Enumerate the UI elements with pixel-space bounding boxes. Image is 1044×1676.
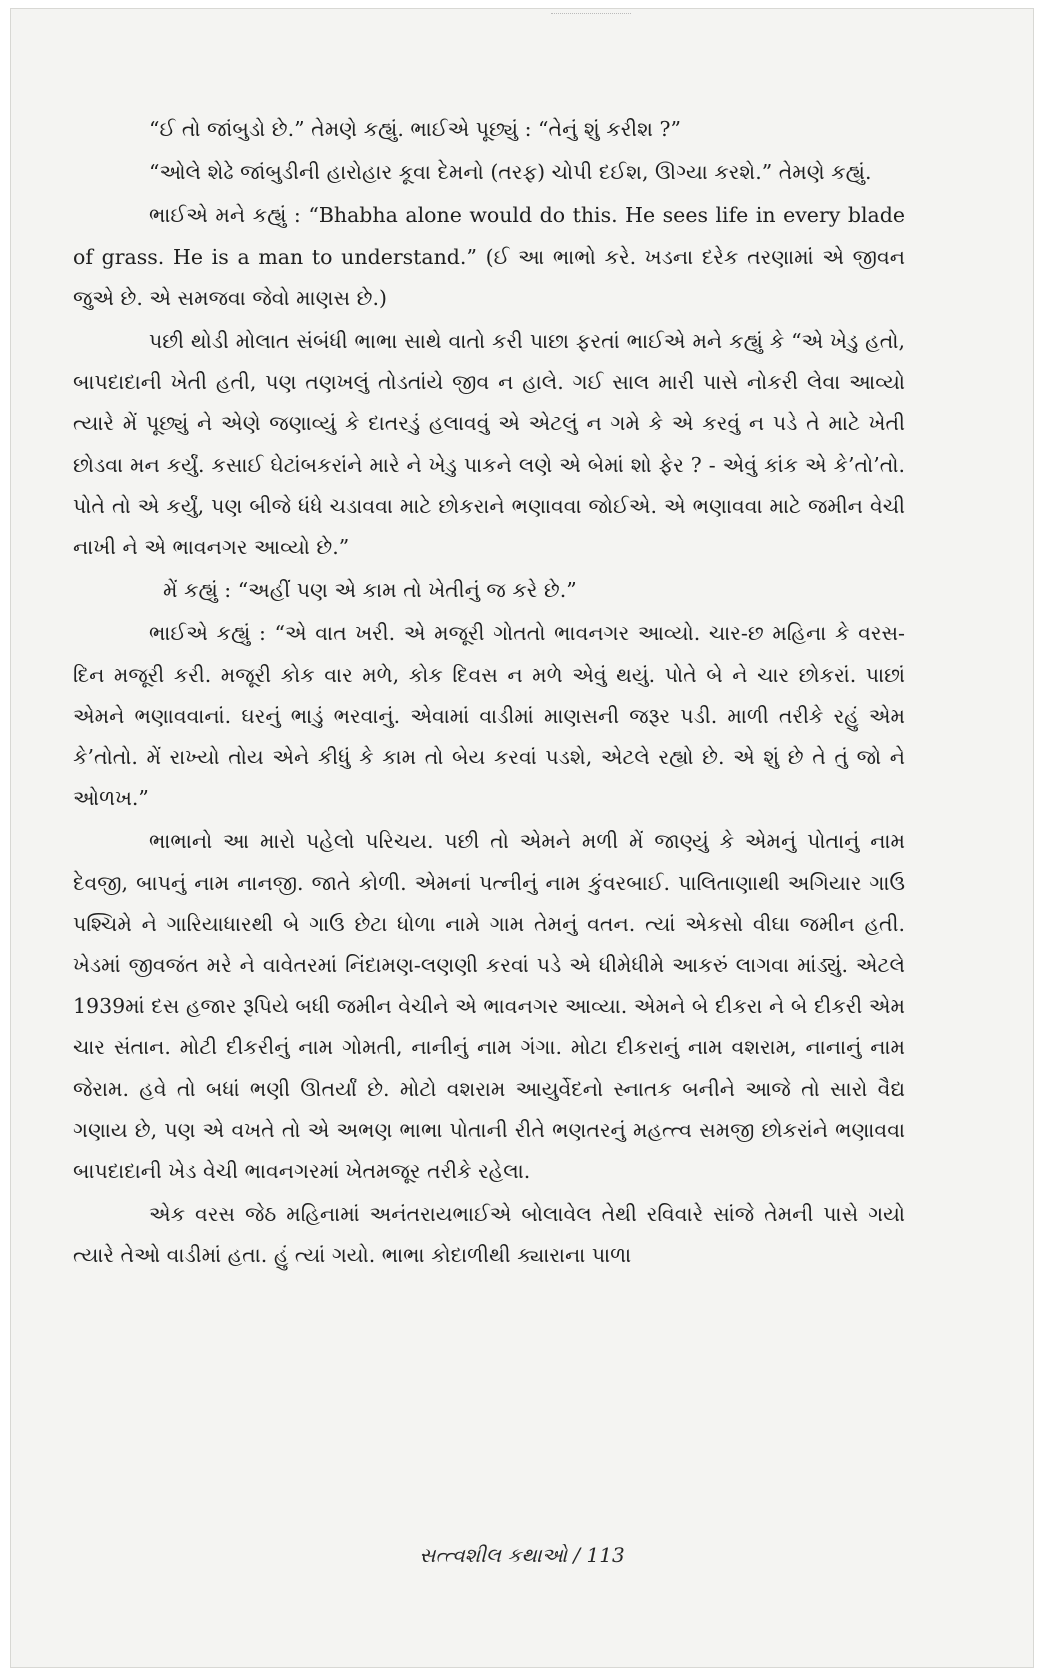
paragraph: “ઓલે શેઢે જાંબુડીની હારોહાર કૂવા દેમનો (તરફ) ચોપી દઈશ, ઊગ્યા કરશે.” તેમણે કહ્યું. [149, 160, 872, 185]
paragraph: ભાઈએ મને કહ્યું : “Bhabha alone would do this. He sees life in every blade of grass. He is a man to understand.” (ઈ આ ભાભો કરે. ખડના દરેક તરણામાં એ જીવન જુએ છે. એ સમજવા જેવો માણસ છે.) [73, 203, 905, 310]
body-text [73, 109, 905, 1279]
paragraph: એક વરસ જેઠ મહિનામાં અનંતરાયભાઈએ બોલાવેલ તેથી રવિવારે સાંજે તેમની પાસે ગયો ત્યારે તેઓ વાડીમાં હતા. હું ત્યાં ગયો. ભાભા કોદાળીથી ક્યારાના પાળા [73, 1202, 905, 1268]
paragraph: ભાઈએ કહ્યું : “એ વાત ખરી. એ મજૂરી ગોતતો ભાવનગર આવ્યો. ચાર-છ મહિના કે વરસ-દિન મજૂરી કરી. મજૂરી કોક વાર મળે, કોક દિવસ ન મળે એવું થયું. પોતે બે ને ચાર છોકરાં. પાછાં એમને ભણાવવાનાં. ઘરનું ભાડું ભરવાનું. એવામાં વાડીમાં માણસની જરૂર પડી. માળી તરીકે રહું એમ કે’તોતો. મેં રાખ્યો તોય એને કીધું કે કામ તો બેય કરવાં પડશે, એટલે રહ્યો છે. એ શું છે તે તું જો ને ઓળખ.” [73, 621, 905, 811]
page-top-mark [551, 13, 631, 20]
book-page [10, 8, 1034, 1668]
page-footer: સત્ત્વશીલ કથાઓ / 113 [419, 1543, 625, 1567]
paragraph: ભાભાનો આ મારો પહેલો પરિચય. પછી તો એમને મળી મેં જાણ્યું કે એમનું પોતાનું નામ દેવજી, બાપનું નામ નાનજી. જાતે કોળી. એમનાં પત્નીનું નામ કુંવરબાઈ. પાલિતાણાથી અગિયાર ગાઉ પશ્ચિમે ને ગારિયાધારથી બે ગાઉ છેટા ધોળા નામે ગામ તેમનું વતન. ત્યાં એકસો વીઘા જમીન હતી. ખેડમાં જીવજંત મરે ને વાવેતરમાં નિંદામણ-લણણી કરવાં પડે એ ધીમેધીમે આકરું લાગવા માંડ્યું. એટલે 1939માં દસ હજાર રૂપિયે બધી જમીન વેચીને એ ભાવનગર આવ્યા. એમને બે દીકરા ને બે દીકરી એમ ચાર સંતાન. મોટી દીકરીનું નામ ગોમતી, નાનીનું નામ ગંગા. મોટા દીકરાનું નામ વશરામ, નાનાનું નામ જેરામ. હવે તો બધાં ભણી ઊતર્યાં છે. મોટો વશરામ આયુર્વેદનો સ્નાતક બનીને આજે તો સારો વૈદ્ય ગણાય છે, પણ એ વખતે તો એ અભણ ભાભા પોતાની રીતે ભણતરનું મહત્ત્વ સમજી છોકરાંને ભણાવવા બાપદાદાની ખેડ વેચી ભાવનગરમાં ખેતમજૂર તરીકે રહેલા. [73, 829, 905, 1184]
paragraph: “ઈ તો જાંબુડો છે.” તેમણે કહ્યું. ભાઈએ પૂછ્યું : “તેનું શું કરીશ ?” [149, 117, 681, 141]
paragraph: પછી થોડી મોલાત સંબંધી ભાભા સાથે વાતો કરી પાછા ફરતાં ભાઈએ મને કહ્યું કે “એ ખેડુ હતો, બાપદાદાની ખેતી હતી, પણ તણખલું તોડતાંયે જીવ ન હાલે. ગઈ સાલ મારી પાસે નોકરી લેવા આવ્યો ત્યારે મેં પૂછ્યું ને એણે જણાવ્યું કે દાતરડું હલાવવું એ એટલું ન ગમે કે એ કરવું ન પડે તે માટે ખેતી છોડવા મન કર્યું. કસાઈ ઘેટાંબકરાંને મારે ને ખેડુ પાકને લણે એ બેમાં શો ફેર ? - એવું કાંક એ કે’તો’તો. પોતે તો એ કર્યું, પણ બીજે ધંધે ચડાવવા માટે છોકરાને ભણાવવા જોઈએ. એ ભણાવવા માટે જમીન વેચી નાખી ને એ ભાવનગર આવ્યો છે.” [73, 329, 905, 560]
paragraph: મેં કહ્યું : “અહીં પણ એ કામ તો ખેતીનું જ કરે છે.” [163, 578, 577, 603]
